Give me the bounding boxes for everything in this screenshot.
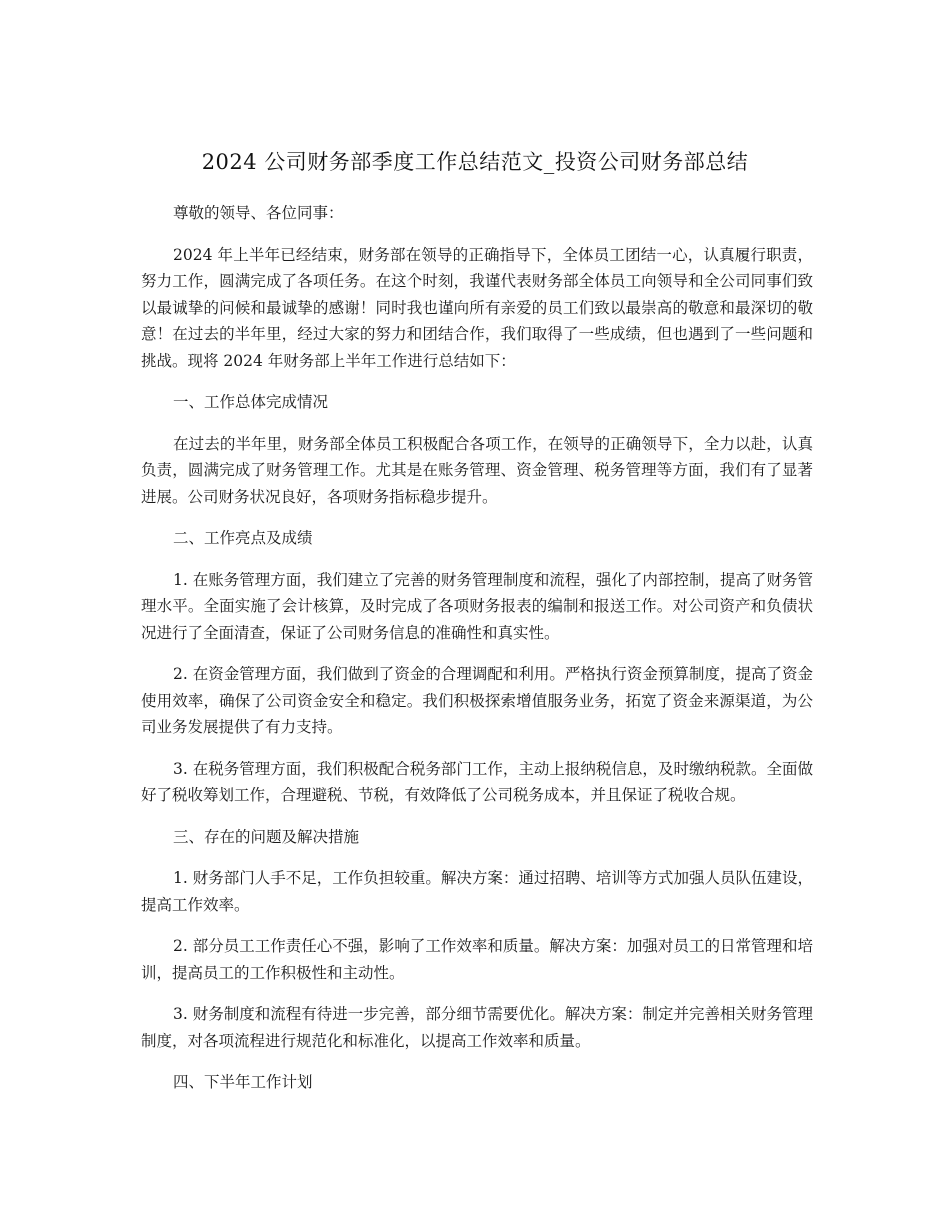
section-heading-4: 四、下半年工作计划 <box>173 1073 313 1091</box>
section-3-item-1: 1. 财务部门人手不足，工作负担较重。解决方案：通过招聘、培训等方式加强人员队伍建设，提高工作效率。 <box>141 869 813 914</box>
section-2-item-3: 3. 在税务管理方面，我们积极配合税务部门工作，主动上报纳税信息，及时缴纳税款。全面做好了税收筹划工作，合理避税、节税，有效降低了公司税务成本，并且保证了税收合规。 <box>141 759 813 804</box>
section-heading-3: 三、存在的问题及解决措施 <box>173 827 360 846</box>
section-3-item-3: 3. 财务制度和流程有待进一步完善，部分细节需要优化。解决方案：制定并完善相关财务管理制度，对各项流程进行规范化和标准化，以提高工作效率和质量。 <box>141 1005 813 1050</box>
intro-paragraph: 2024 年上半年已经结束，财务部在领导的正确指导下，全体员工团结一心，认真履行职责，努力工作，圆满完成了各项任务。在这个时刻，我谨代表财务部全体员工向领导和全公司同事们致以最诚挚的问候和最诚挚的感谢！同时我也谨向所有亲爱的员工们致以最崇高的敬意和最深切的敬意！在过去的半年里，经过大家的努力和团结合作，我们取得了一些成绩，但也遇到了一些问题和挑战。现将 2024 年财务部上半年工作进行总结如下： <box>141 245 813 370</box>
section-2-item-2: 2. 在资金管理方面，我们做到了资金的合理调配和利用。严格执行资金预算制度，提高了资金使用效率，确保了公司资金安全和稳定。我们积极探索增值服务业务，拓宽了资金来源渠道，为公司业务发展提供了有力支持。 <box>141 665 813 736</box>
document-title: 2024 公司财务部季度工作总结范文_投资公司财务部总结 <box>201 150 749 174</box>
document-body <box>141 200 813 1111</box>
greeting: 尊敬的领导、各位同事： <box>173 204 344 222</box>
section-2-item-1: 1. 在账务管理方面，我们建立了完善的财务管理制度和流程，强化了内部控制，提高了财务管理水平。全面实施了会计核算，及时完成了各项财务报表的编制和报送工作。对公司资产和负债状况进行了全面清查，保证了公司财务信息的准确性和真实性。 <box>141 570 813 642</box>
section-heading-2: 二、工作亮点及成绩 <box>173 529 313 547</box>
section-3-item-2: 2. 部分员工工作责任心不强，影响了工作效率和质量。解决方案：加强对员工的日常管理和培训，提高员工的工作积极性和主动性。 <box>141 937 813 982</box>
section-1-paragraph: 在过去的半年里，财务部全体员工积极配合各项工作，在领导的正确领导下，全力以赴，认真负责，圆满完成了财务管理工作。尤其是在账务管理、资金管理、税务管理等方面，我们有了显著进展。公司财务状况良好，各项财务指标稳步提升。 <box>141 434 813 506</box>
section-heading-1: 一、工作总体完成情况 <box>173 393 329 411</box>
